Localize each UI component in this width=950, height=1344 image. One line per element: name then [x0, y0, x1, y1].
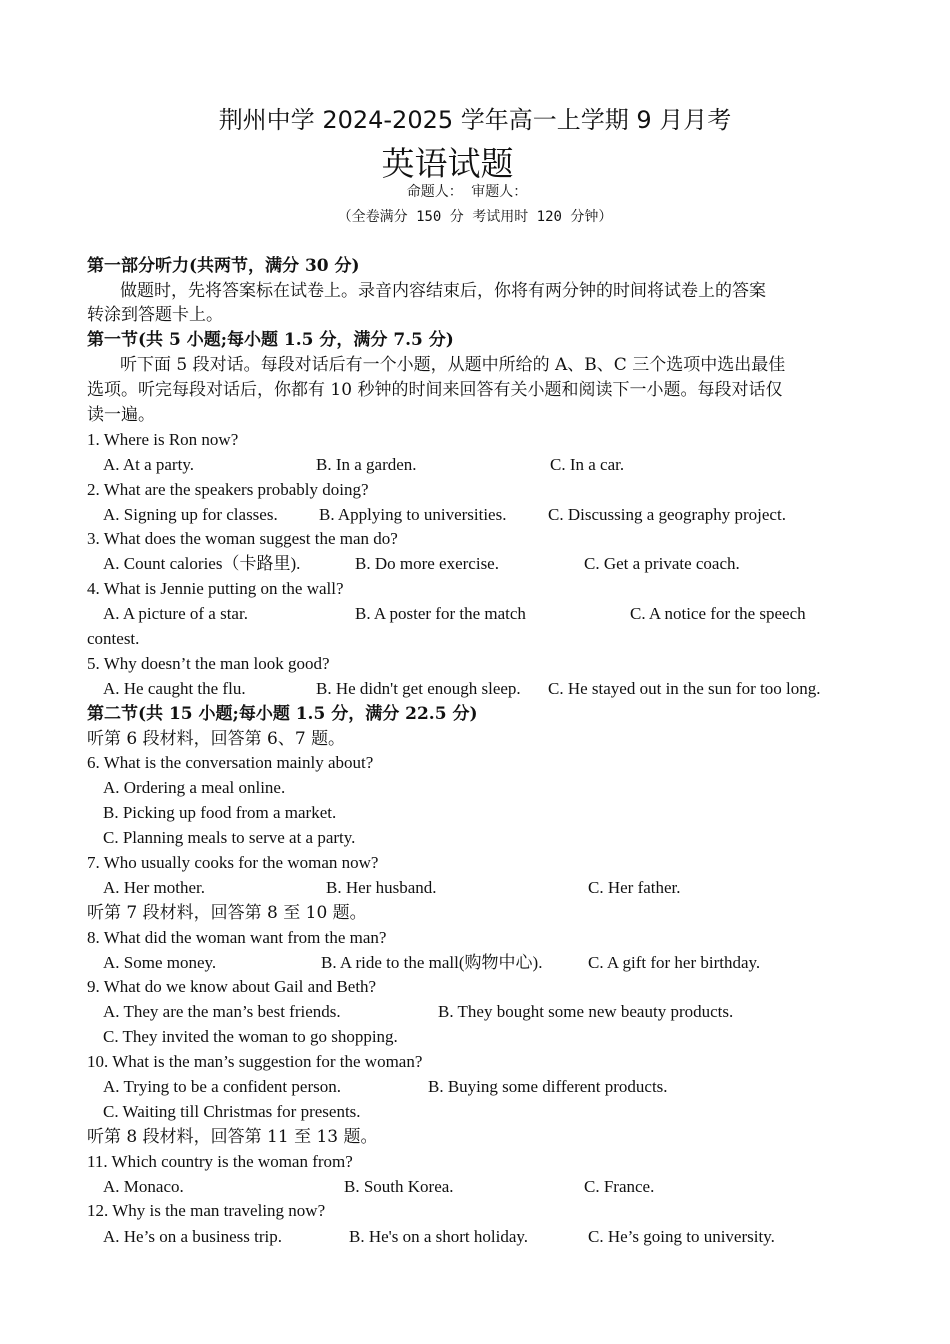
option-c: C. Get a private coach.	[584, 554, 740, 573]
option-b: B. He didn't get enough sleep.	[316, 679, 521, 698]
option-c: C. They invited the woman to go shopping.	[103, 1027, 398, 1046]
section2-heading: 第二节(共 15 小题;每小题 1.5 分，满分 22.5 分)	[87, 704, 478, 724]
option-c: C. France.	[584, 1177, 655, 1196]
question-stem: 3. What does the woman suggest the man do?	[87, 529, 398, 548]
material-8-instruction: 听第 8 段材料，回答第 11 至 13 题。	[87, 1127, 378, 1147]
section1-intro-line3: 读一遍。	[87, 405, 155, 425]
option-b: B. South Korea.	[344, 1177, 454, 1196]
question-stem: 12. Why is the man traveling now?	[87, 1201, 326, 1220]
question-stem: 2. What are the speakers probably doing?	[87, 480, 369, 499]
section1-heading: 第一节(共 5 小题;每小题 1.5 分，满分 7.5 分)	[87, 330, 454, 350]
section1-intro-line1: 听下面 5 段对话。每段对话后有一个小题，从题中所给的 A、B、C 三个选项中选出最佳	[120, 355, 786, 375]
option-b: B. Do more exercise.	[355, 554, 499, 573]
question-stem: 4. What is Jennie putting on the wall?	[87, 579, 344, 598]
question-stem: 10. What is the man’s suggestion for the woman?	[87, 1052, 423, 1071]
option-b: B. A ride to the mall(购物中心).	[321, 953, 543, 972]
option-c: C. Planning meals to serve at a party.	[103, 828, 356, 847]
option-a: A. Trying to be a confident person.	[103, 1077, 341, 1096]
option-b: B. Applying to universities.	[319, 505, 507, 524]
part1-intro-line1: 做题时，先将答案标在试卷上。录音内容结束后，你将有两分钟的时间将试卷上的答案	[120, 281, 766, 301]
question-stem: 8. What did the woman want from the man?	[87, 928, 387, 947]
question-stem: 6. What is the conversation mainly about?	[87, 753, 374, 772]
material-7-instruction: 听第 7 段材料，回答第 8 至 10 题。	[87, 903, 367, 923]
option-a: A. Count calories（卡路里).	[103, 554, 301, 573]
option-b: B. Picking up food from a market.	[103, 803, 337, 822]
option-a: A. At a party.	[103, 455, 194, 474]
part1-intro-line2: 转涂到答题卡上。	[87, 305, 223, 325]
question-stem: 7. Who usually cooks for the woman now?	[87, 853, 379, 872]
material-6-instruction: 听第 6 段材料，回答第 6、7 题。	[87, 729, 346, 749]
option-a: A. Ordering a meal online.	[103, 778, 286, 797]
option-a: A. A picture of a star.	[103, 604, 248, 623]
option-a: A. He’s on a business trip.	[103, 1227, 282, 1246]
option-a: A. Signing up for classes.	[103, 505, 278, 524]
option-a: A. Some money.	[103, 953, 217, 972]
option-b: B. They bought some new beauty products.	[438, 1002, 734, 1021]
question-stem: 1. Where is Ron now?	[87, 430, 239, 449]
option-b: B. Her husband.	[326, 878, 437, 897]
exam-meta: （全卷满分 150 分 考试用时 120 分钟）	[337, 209, 613, 225]
option-b: B. Buying some different products.	[428, 1077, 668, 1096]
option-c: C. He stayed out in the sun for too long.	[548, 679, 821, 698]
option-c: C. Discussing a geography project.	[548, 505, 786, 524]
option-c-continued: contest.	[87, 629, 140, 648]
subject-title: 英语试题	[381, 144, 514, 183]
question-stem: 5. Why doesn’t the man look good?	[87, 654, 330, 673]
authors-line: 命题人： 审题人：	[406, 184, 528, 200]
option-b: B. He's on a short holiday.	[349, 1227, 529, 1246]
option-b: B. In a garden.	[316, 455, 417, 474]
part1-heading: 第一部分听力(共两节，满分 30 分)	[87, 256, 360, 276]
option-c: C. A notice for the speech	[630, 604, 806, 623]
option-c: C. He’s going to university.	[588, 1227, 775, 1246]
option-b: B. A poster for the match	[355, 604, 526, 623]
question-stem: 9. What do we know about Gail and Beth?	[87, 977, 377, 996]
option-c: C. Her father.	[588, 878, 681, 897]
option-c: C. In a car.	[550, 455, 625, 474]
question-stem: 11. Which country is the woman from?	[87, 1152, 353, 1171]
exam-title: 荆州中学 2024-2025 学年高一上学期 9 月月考	[218, 106, 732, 134]
option-a: A. They are the man’s best friends.	[103, 1002, 341, 1021]
option-c: C. Waiting till Christmas for presents.	[103, 1102, 361, 1121]
option-a: A. Monaco.	[103, 1177, 184, 1196]
option-a: A. Her mother.	[103, 878, 205, 897]
section1-intro-line2: 选项。听完每段对话后，你都有 10 秒钟的时间来回答有关小题和阅读下一小题。每段对话仅	[87, 380, 783, 400]
option-a: A. He caught the flu.	[103, 679, 246, 698]
option-c: C. A gift for her birthday.	[588, 953, 761, 972]
